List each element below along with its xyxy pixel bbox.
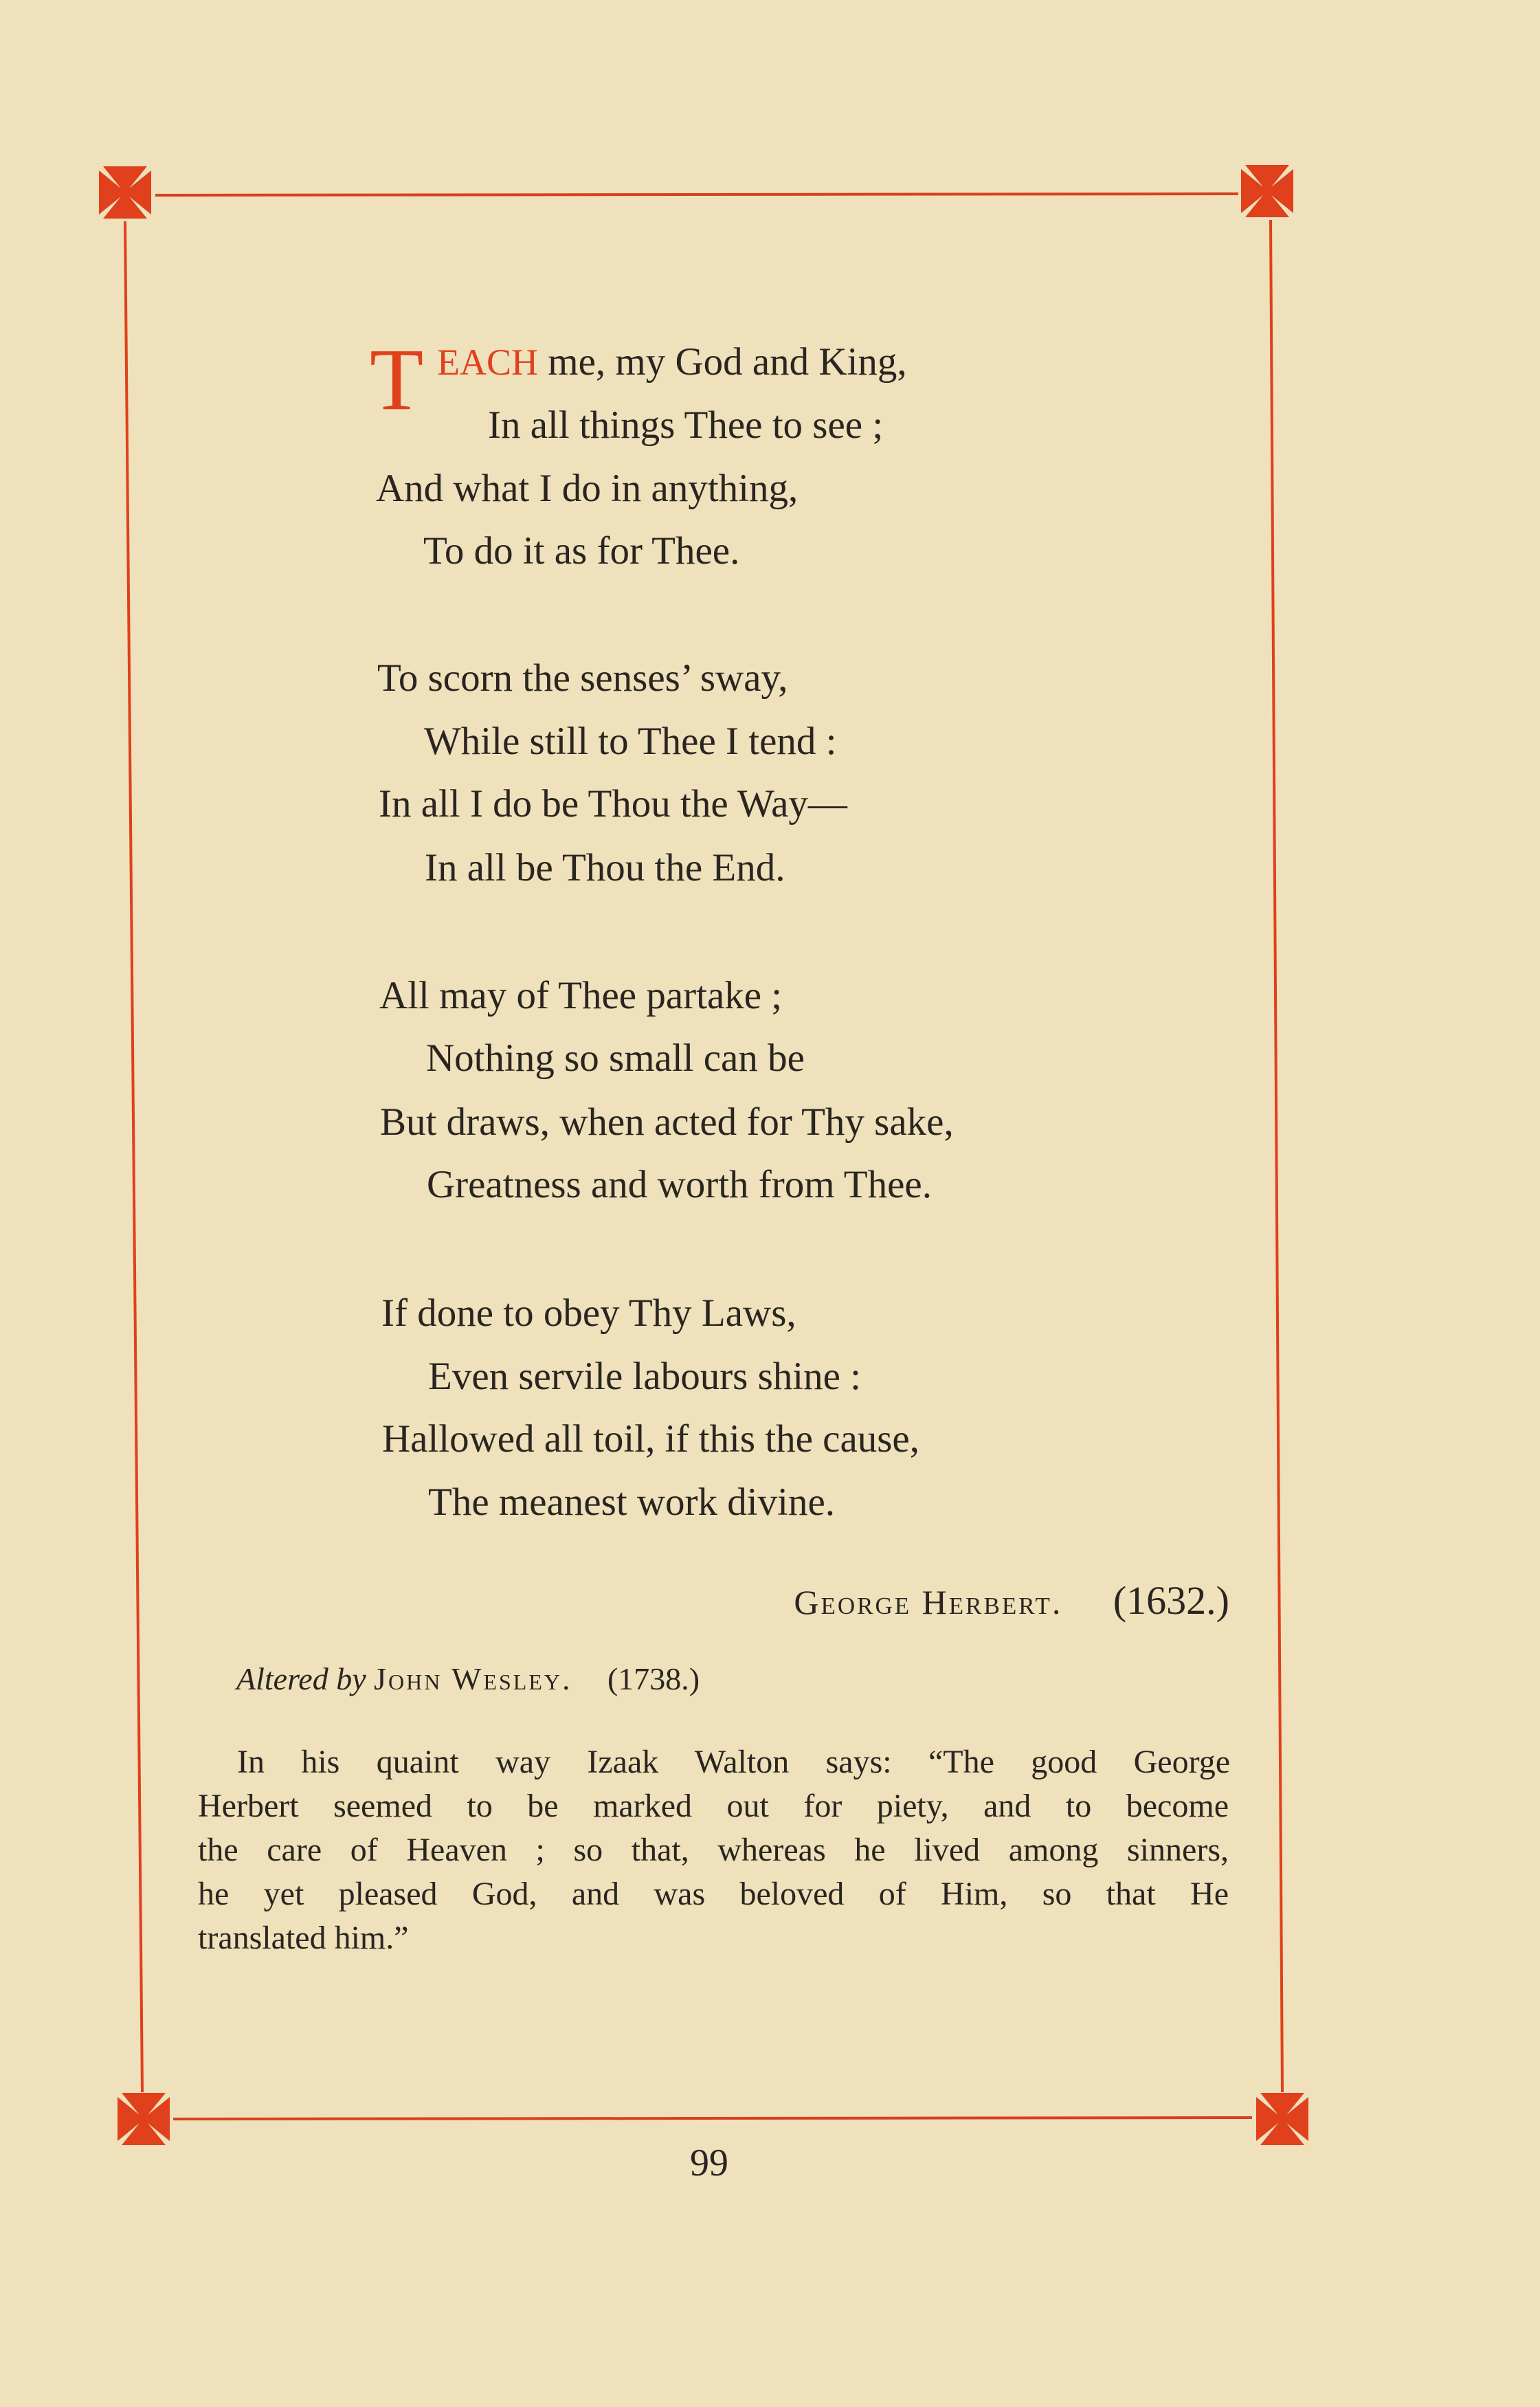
poem-line: To do it as for Thee. — [423, 529, 740, 573]
poem-line: To scorn the senses’ sway, — [377, 656, 788, 700]
poem-line: Nothing so small can be — [426, 1036, 805, 1080]
poem-line: In all I do be Thou the Way— — [379, 782, 847, 825]
cross-pattee-icon — [118, 2093, 170, 2145]
poem-line: Hallowed all toil, if this the cause, — [382, 1417, 919, 1461]
alteration-year: (1738.) — [607, 1661, 700, 1696]
cross-pattee-icon — [1256, 2093, 1308, 2145]
alterer-name: John Wesley. — [374, 1661, 572, 1696]
top-rule — [155, 194, 1238, 195]
poem-line: All may of Thee partake ; — [379, 974, 783, 1017]
note-line: Herbert seemed to be marked out for piety, and to become — [198, 1788, 1229, 1824]
poem-line: But draws, when acted for Thy sake, — [380, 1100, 954, 1144]
cross-pattee-icon — [1241, 165, 1293, 217]
page-number: 99 — [690, 2142, 728, 2184]
poem-line: EACH me, my God and King, — [437, 340, 907, 384]
note-line: In his quaint way Izaak Walton says: “The good George — [237, 1744, 1230, 1780]
bottom-rule — [173, 2118, 1252, 2119]
cross-pattee-icon — [99, 166, 151, 219]
attribution — [794, 1577, 1229, 1623]
left-rule — [125, 221, 142, 2092]
author-year: (1632.) — [1113, 1578, 1229, 1623]
right-rule — [1271, 220, 1282, 2092]
poem-line: The meanest work divine. — [428, 1480, 835, 1524]
note-line: the care of Heaven ; so that, whereas he lived among sinners, — [198, 1832, 1229, 1868]
drop-cap: T — [370, 331, 424, 428]
note-line: translated him.” — [198, 1920, 409, 1956]
poem-line: In all things Thee to see ; — [488, 403, 884, 447]
poem-line: Even servile labours shine : — [428, 1355, 862, 1398]
note-line: he yet pleased God, and was beloved of Him, so that He — [198, 1876, 1229, 1912]
poem-line: In all be Thou the End. — [425, 846, 785, 889]
poem-line: While still to Thee I tend : — [424, 720, 837, 763]
poem-line: If done to obey Thy Laws, — [381, 1291, 796, 1335]
altered-by-label: Altered by — [236, 1661, 366, 1696]
alteration-credit — [236, 1661, 700, 1697]
first-word: EACH — [437, 342, 538, 383]
author-name: George Herbert. — [794, 1583, 1063, 1621]
poem-line: And what I do in anything, — [376, 467, 799, 510]
poem-line: Greatness and worth from Thee. — [427, 1163, 932, 1206]
